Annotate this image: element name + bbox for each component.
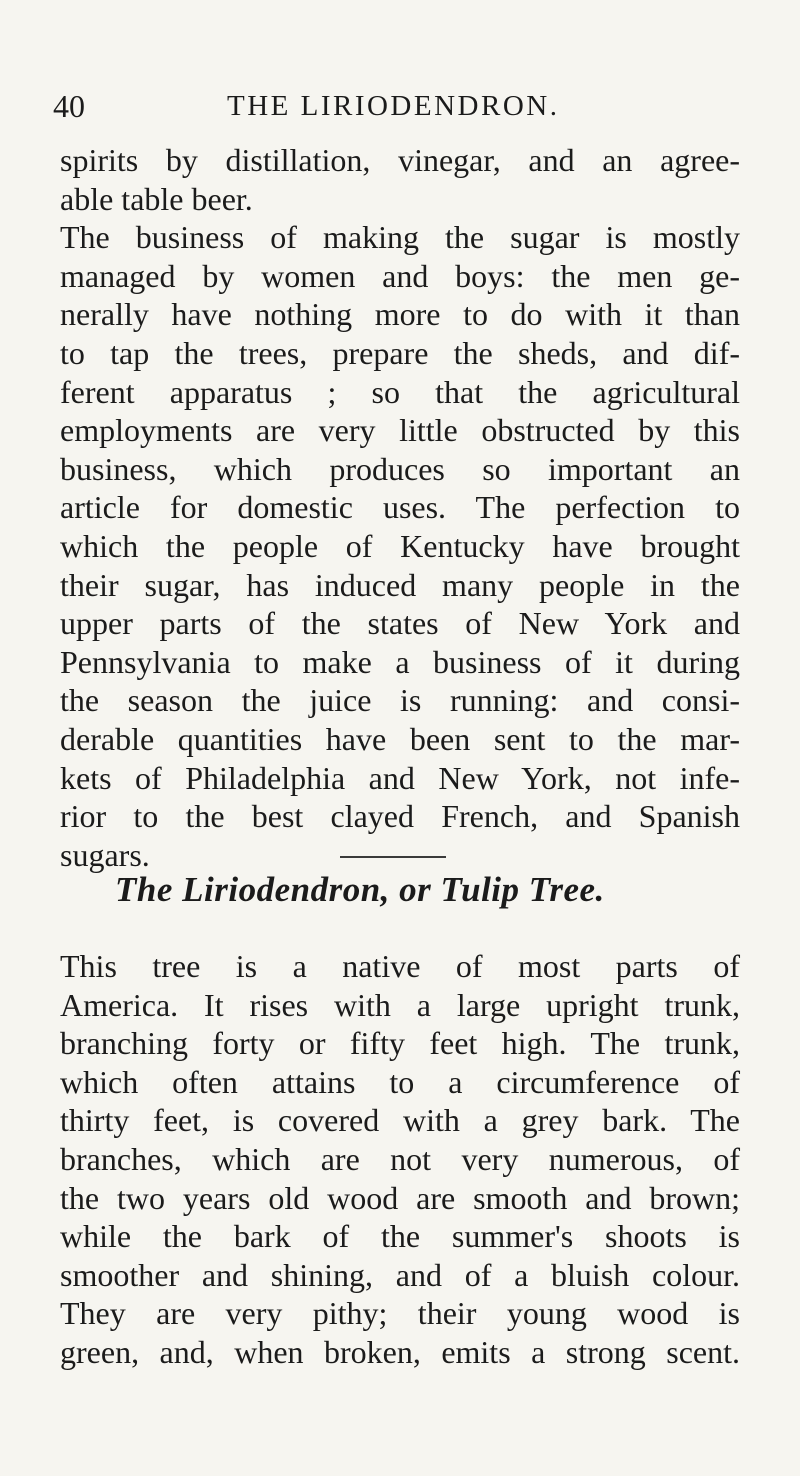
text-line: upper parts of the states of New York and	[60, 605, 740, 642]
paragraph-tulip-tree	[60, 947, 740, 1372]
text-line: while the bark of the summer's shoots is	[60, 1218, 740, 1255]
text-line: thirty feet, is covered with a grey bark. The	[60, 1102, 740, 1139]
text-line: sugars.	[60, 836, 150, 873]
text-line: nerally have nothing more to do with it than	[60, 296, 740, 333]
text-line: employments are very little obstructed by this	[60, 412, 740, 449]
text-line: Pennsylvania to make a business of it during	[60, 643, 740, 680]
text-line: derable quantities have been sent to the mar-	[60, 720, 740, 757]
text-line: the two years old wood are smooth and brown;	[60, 1179, 740, 1216]
text-line: branching forty or fifty feet high. The trunk,	[60, 1025, 740, 1062]
text-line: able table beer.	[60, 180, 253, 217]
text-line: to tap the trees, prepare the sheds, and dif-	[60, 334, 740, 371]
running-head: THE LIRIODENDRON.	[227, 90, 560, 122]
text-line: smoother and shining, and of a bluish colour.	[60, 1256, 740, 1293]
text-line: article for domestic uses. The perfection to	[60, 489, 740, 526]
text-line: managed by women and boys: the men ge-	[60, 257, 740, 294]
text-line: kets of Philadelphia and New York, not infe-	[60, 759, 740, 796]
section-divider	[340, 856, 446, 858]
text-line: their sugar, has induced many people in the	[60, 566, 740, 603]
text-line: green, and, when broken, emits a strong scent.	[60, 1333, 740, 1370]
text-line: the season the juice is running: and consi-	[60, 682, 740, 719]
text-line: America. It rises with a large upright trunk,	[60, 986, 740, 1023]
text-line: rior to the best clayed French, and Spanish	[60, 798, 740, 835]
text-line: which the people of Kentucky have brought	[60, 527, 740, 564]
text-line: The business of making the sugar is mostly	[60, 219, 740, 256]
text-line: This tree is a native of most parts of	[60, 948, 740, 984]
text-line: spirits by distillation, vinegar, and an agree-	[60, 142, 740, 178]
page-header	[53, 86, 753, 126]
text-line: which often attains to a circumference of	[60, 1063, 740, 1100]
text-line: They are very pithy; their young wood is	[60, 1295, 740, 1332]
page-number: 40	[53, 88, 85, 124]
paragraph-sugar-making	[60, 141, 740, 874]
text-line: branches, which are not very numerous, of	[60, 1140, 740, 1177]
section-heading: The Liriodendron, or Tulip Tree.	[115, 870, 605, 909]
text-line: ferent apparatus ; so that the agricultural	[60, 373, 740, 410]
text-line: business, which produces so important an	[60, 450, 740, 487]
